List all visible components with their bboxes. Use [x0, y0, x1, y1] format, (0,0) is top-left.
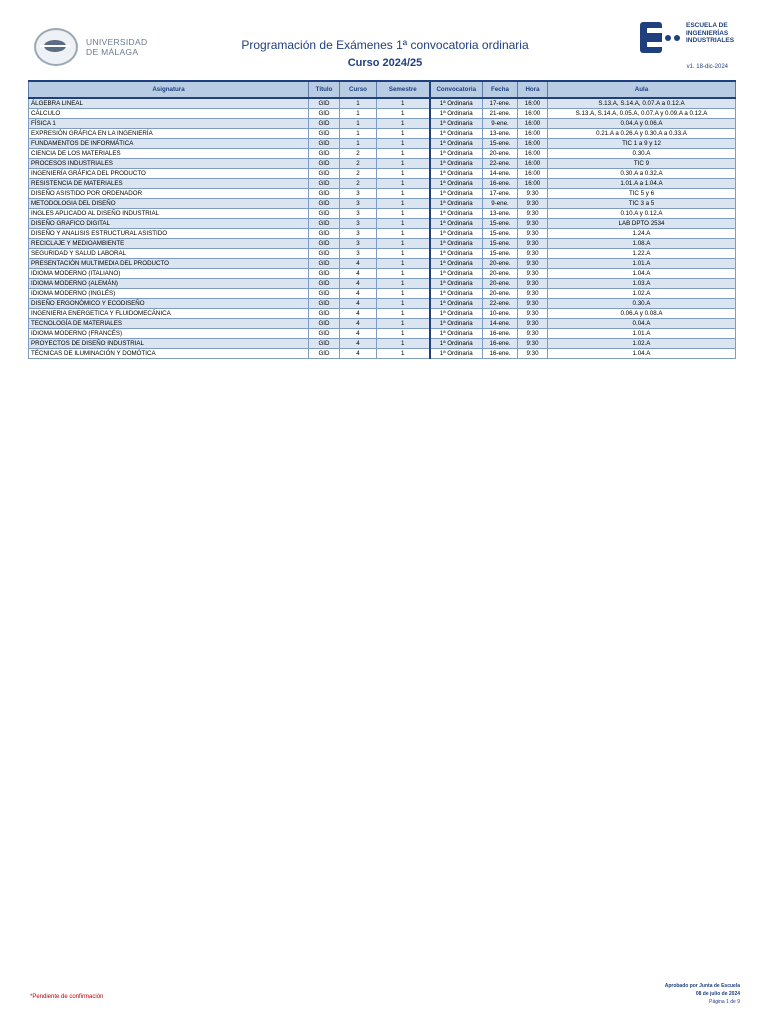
cell-hora: 9:30: [518, 319, 548, 329]
cell-fecha: 16-ene.: [483, 349, 518, 359]
cell-titulo: GID: [309, 269, 340, 279]
cell-fecha: 15-ene.: [483, 219, 518, 229]
cell-aula: 1.02.A: [548, 289, 736, 299]
cell-aula: 0.04.A: [548, 319, 736, 329]
approval-info: [665, 982, 740, 1006]
cell-titulo: GID: [309, 279, 340, 289]
school-name-line1: ESCUELA DE: [686, 22, 728, 29]
approval-line1: Aprobado por Junta de Escuela: [664, 983, 740, 989]
cell-semestre: 1: [377, 209, 430, 219]
cell-aula: 0.30.A: [548, 299, 736, 309]
cell-titulo: GID: [309, 319, 340, 329]
cell-semestre: 1: [377, 119, 430, 129]
cell-curso: 3: [340, 239, 377, 249]
table-header-row: [29, 81, 736, 98]
cell-aula: 1.02.A: [548, 339, 736, 349]
cell-curso: 3: [340, 209, 377, 219]
cell-asignatura: INGENIERÍA GRÁFICA DEL PRODUCTO: [29, 169, 309, 179]
cell-convocatoria: 1ª Ordinaria: [430, 159, 483, 169]
table-row: [29, 139, 736, 149]
cell-titulo: GID: [309, 149, 340, 159]
cell-titulo: GID: [309, 249, 340, 259]
cell-aula: S.13.A, S.14.A, 0.07.A a 0.12.A: [548, 98, 736, 109]
school-logo: [640, 22, 734, 53]
cell-semestre: 1: [377, 129, 430, 139]
cell-aula: TIC 3 a 5: [548, 199, 736, 209]
cell-hora: 9:30: [518, 349, 548, 359]
table-row: [29, 179, 736, 189]
cell-fecha: 9-ene.: [483, 199, 518, 209]
cell-asignatura: RECICLAJE Y MEDIOAMBIENTE: [29, 239, 309, 249]
cell-asignatura: IDIOMA MODERNO (INGLÉS): [29, 289, 309, 299]
header-hora: Hora: [518, 81, 548, 98]
cell-asignatura: PRESENTACIÓN MULTIMEDIA DEL PRODUCTO: [29, 259, 309, 269]
cell-asignatura: DISEÑO ASISTIDO POR ORDENADOR: [29, 189, 309, 199]
cell-titulo: GID: [309, 189, 340, 199]
cell-curso: 1: [340, 129, 377, 139]
cell-hora: 16:00: [518, 129, 548, 139]
table-row: [29, 119, 736, 129]
cell-aula: 0.10.A y 0.12.A: [548, 209, 736, 219]
table-row: [29, 229, 736, 239]
cell-convocatoria: 1ª Ordinaria: [430, 98, 483, 109]
table-row: [29, 309, 736, 319]
cell-hora: 9:30: [518, 249, 548, 259]
cell-aula: TIC 1 a 9 y 12: [548, 139, 736, 149]
cell-convocatoria: 1ª Ordinaria: [430, 179, 483, 189]
cell-fecha: 9-ene.: [483, 119, 518, 129]
cell-aula: 0.04.A y 0.06.A: [548, 119, 736, 129]
table-row: [29, 209, 736, 219]
cell-fecha: 15-ene.: [483, 229, 518, 239]
cell-convocatoria: 1ª Ordinaria: [430, 239, 483, 249]
cell-hora: 16:00: [518, 98, 548, 109]
cell-semestre: 1: [377, 199, 430, 209]
cell-asignatura: SEGURIDAD Y SALUD LABORAL: [29, 249, 309, 259]
cell-semestre: 1: [377, 219, 430, 229]
header-aula: Aula: [548, 81, 736, 98]
cell-semestre: 1: [377, 349, 430, 359]
cell-titulo: GID: [309, 339, 340, 349]
cell-convocatoria: 1ª Ordinaria: [430, 169, 483, 179]
exam-schedule-table: [28, 80, 736, 359]
table-row: [29, 219, 736, 229]
cell-hora: 9:30: [518, 269, 548, 279]
cell-aula: 1.08.A: [548, 239, 736, 249]
version-label: v1. 18-dic-2024: [686, 64, 728, 70]
table-row: [29, 109, 736, 119]
cell-hora: 16:00: [518, 179, 548, 189]
table-row: [29, 259, 736, 269]
approval-line2: 08 de julio de 2024: [695, 991, 740, 997]
table-row: [29, 239, 736, 249]
cell-semestre: 1: [377, 259, 430, 269]
cell-aula: 0.21.A a 0.26.A y 0.30.A a 0.33.A: [548, 129, 736, 139]
cell-curso: 3: [340, 249, 377, 259]
page-number: Página 1 de 9: [709, 999, 740, 1005]
cell-titulo: GID: [309, 259, 340, 269]
cell-convocatoria: 1ª Ordinaria: [430, 109, 483, 119]
cell-convocatoria: 1ª Ordinaria: [430, 269, 483, 279]
table-row: [29, 289, 736, 299]
cell-convocatoria: 1ª Ordinaria: [430, 209, 483, 219]
table-row: [29, 98, 736, 109]
cell-hora: 16:00: [518, 169, 548, 179]
cell-hora: 9:30: [518, 239, 548, 249]
table-row: [29, 349, 736, 359]
cell-asignatura: PROCESOS INDUSTRIALES: [29, 159, 309, 169]
cell-convocatoria: 1ª Ordinaria: [430, 249, 483, 259]
cell-titulo: GID: [309, 229, 340, 239]
cell-asignatura: CÁLCULO: [29, 109, 309, 119]
cell-fecha: 20-ene.: [483, 149, 518, 159]
cell-titulo: GID: [309, 239, 340, 249]
cell-hora: 9:30: [518, 229, 548, 239]
cell-convocatoria: 1ª Ordinaria: [430, 279, 483, 289]
cell-fecha: 14-ene.: [483, 169, 518, 179]
cell-aula: 1.24.A: [548, 229, 736, 239]
table-row: [29, 149, 736, 159]
cell-convocatoria: 1ª Ordinaria: [430, 199, 483, 209]
cell-semestre: 1: [377, 179, 430, 189]
cell-curso: 4: [340, 349, 377, 359]
cell-aula: 0.30.A a 0.32.A: [548, 169, 736, 179]
cell-fecha: 14-ene.: [483, 319, 518, 329]
cell-asignatura: TECNOLOGÍA DE MATERIALES: [29, 319, 309, 329]
cell-hora: 9:30: [518, 309, 548, 319]
cell-curso: 4: [340, 289, 377, 299]
cell-fecha: 16-ene.: [483, 339, 518, 349]
cell-curso: 3: [340, 189, 377, 199]
cell-hora: 9:30: [518, 299, 548, 309]
cell-asignatura: TÉCNICAS DE ILUMINACIÓN Y DOMÓTICA: [29, 349, 309, 359]
cell-fecha: 16-ene.: [483, 329, 518, 339]
cell-asignatura: CIENCIA DE LOS MATERIALES: [29, 149, 309, 159]
cell-semestre: 1: [377, 169, 430, 179]
cell-convocatoria: 1ª Ordinaria: [430, 149, 483, 159]
table-row: [29, 189, 736, 199]
cell-fecha: 22-ene.: [483, 299, 518, 309]
table-row: [29, 339, 736, 349]
cell-hora: 16:00: [518, 159, 548, 169]
cell-semestre: 1: [377, 149, 430, 159]
table-row: [29, 199, 736, 209]
table-row: [29, 169, 736, 179]
page-subtitle: Curso 2024/25: [347, 57, 423, 69]
cell-semestre: 1: [377, 289, 430, 299]
university-logo: [34, 28, 147, 66]
university-name-line2: DE MÁLAGA: [86, 47, 139, 57]
cell-asignatura: FUNDAMENTOS DE INFORMÁTICA: [29, 139, 309, 149]
cell-asignatura: DISEÑO GRAFICO DIGITAL: [29, 219, 309, 229]
cell-hora: 16:00: [518, 119, 548, 129]
cell-aula: 1.04.A: [548, 269, 736, 279]
cell-curso: 1: [340, 139, 377, 149]
cell-titulo: GID: [309, 119, 340, 129]
cell-curso: 4: [340, 269, 377, 279]
cell-semestre: 1: [377, 319, 430, 329]
cell-hora: 9:30: [518, 279, 548, 289]
header-convocatoria: Convocatoria: [430, 81, 483, 98]
cell-aula: 1.01.A a 1.04.A: [548, 179, 736, 189]
cell-curso: 3: [340, 219, 377, 229]
cell-titulo: GID: [309, 209, 340, 219]
cell-convocatoria: 1ª Ordinaria: [430, 189, 483, 199]
cell-convocatoria: 1ª Ordinaria: [430, 339, 483, 349]
school-logo-icon: [640, 22, 680, 53]
cell-convocatoria: 1ª Ordinaria: [430, 229, 483, 239]
cell-fecha: 22-ene.: [483, 159, 518, 169]
cell-curso: 4: [340, 299, 377, 309]
cell-asignatura: DISEÑO Y ANALISIS ESTRUCTURAL ASISTIDO: [29, 229, 309, 239]
school-name: [686, 22, 734, 45]
header-asignatura: Asignatura: [29, 81, 309, 98]
cell-titulo: GID: [309, 98, 340, 109]
cell-curso: 3: [340, 199, 377, 209]
cell-fecha: 16-ene.: [483, 179, 518, 189]
school-name-line3: INDUSTRIALES: [686, 37, 735, 44]
cell-aula: 1.01.A: [548, 259, 736, 269]
cell-fecha: 13-ene.: [483, 129, 518, 139]
header-curso: Curso: [340, 81, 377, 98]
cell-semestre: 1: [377, 189, 430, 199]
cell-asignatura: INGLES APLICADO AL DISEÑO INDUSTRIAL: [29, 209, 309, 219]
cell-hora: 9:30: [518, 189, 548, 199]
header-fecha: Fecha: [483, 81, 518, 98]
cell-semestre: 1: [377, 139, 430, 149]
cell-aula: 0.06.A y 0.08.A: [548, 309, 736, 319]
cell-convocatoria: 1ª Ordinaria: [430, 299, 483, 309]
table-row: [29, 329, 736, 339]
cell-semestre: 1: [377, 279, 430, 289]
cell-convocatoria: 1ª Ordinaria: [430, 129, 483, 139]
table-body: [29, 98, 736, 359]
cell-titulo: GID: [309, 169, 340, 179]
cell-asignatura: DISEÑO ERGONÓMICO Y ECODISEÑO: [29, 299, 309, 309]
table-row: [29, 269, 736, 279]
cell-semestre: 1: [377, 98, 430, 109]
table-row: [29, 249, 736, 259]
cell-asignatura: ÁLGEBRA LINEAL: [29, 98, 309, 109]
cell-titulo: GID: [309, 159, 340, 169]
cell-titulo: GID: [309, 219, 340, 229]
cell-asignatura: FÍSICA 1: [29, 119, 309, 129]
cell-hora: 16:00: [518, 109, 548, 119]
header-titulo: Título: [309, 81, 340, 98]
cell-aula: 0.30.A: [548, 149, 736, 159]
cell-aula: 1.04.A: [548, 349, 736, 359]
cell-fecha: 15-ene.: [483, 249, 518, 259]
cell-titulo: GID: [309, 139, 340, 149]
cell-titulo: GID: [309, 309, 340, 319]
cell-titulo: GID: [309, 299, 340, 309]
cell-semestre: 1: [377, 309, 430, 319]
cell-convocatoria: 1ª Ordinaria: [430, 219, 483, 229]
cell-aula: 1.01.A: [548, 329, 736, 339]
cell-curso: 2: [340, 179, 377, 189]
cell-asignatura: IDIOMA MODERNO (FRANCÉS): [29, 329, 309, 339]
cell-hora: 9:30: [518, 329, 548, 339]
cell-curso: 4: [340, 259, 377, 269]
cell-convocatoria: 1ª Ordinaria: [430, 289, 483, 299]
cell-hora: 16:00: [518, 139, 548, 149]
cell-fecha: 20-ene.: [483, 269, 518, 279]
cell-curso: 1: [340, 119, 377, 129]
university-name-line1: UNIVERSIDAD: [86, 37, 148, 47]
cell-titulo: GID: [309, 199, 340, 209]
cell-fecha: 20-ene.: [483, 279, 518, 289]
cell-convocatoria: 1ª Ordinaria: [430, 139, 483, 149]
cell-fecha: 15-ene.: [483, 239, 518, 249]
cell-semestre: 1: [377, 159, 430, 169]
table-row: [29, 159, 736, 169]
university-seal-icon: [34, 28, 78, 66]
cell-hora: 9:30: [518, 219, 548, 229]
cell-semestre: 1: [377, 269, 430, 279]
cell-fecha: 21-ene.: [483, 109, 518, 119]
pending-confirmation-note: *Pendiente de confirmación: [30, 994, 104, 1000]
cell-titulo: GID: [309, 329, 340, 339]
cell-asignatura: EXPRESIÓN GRÁFICA EN LA INGENIERÍA: [29, 129, 309, 139]
cell-asignatura: INGENIERIA ENERGETICA Y FLUIDOMECÁNICA: [29, 309, 309, 319]
cell-aula: TIC 9: [548, 159, 736, 169]
cell-asignatura: IDIOMA MODERNO (ALEMÁN): [29, 279, 309, 289]
cell-semestre: 1: [377, 109, 430, 119]
table-row: [29, 319, 736, 329]
cell-fecha: 13-ene.: [483, 209, 518, 219]
cell-semestre: 1: [377, 239, 430, 249]
cell-titulo: GID: [309, 179, 340, 189]
table-row: [29, 299, 736, 309]
cell-curso: 1: [340, 109, 377, 119]
cell-curso: 4: [340, 319, 377, 329]
cell-convocatoria: 1ª Ordinaria: [430, 349, 483, 359]
cell-fecha: 20-ene.: [483, 289, 518, 299]
cell-semestre: 1: [377, 329, 430, 339]
cell-titulo: GID: [309, 129, 340, 139]
cell-aula: LAB DPTO 2534: [548, 219, 736, 229]
cell-convocatoria: 1ª Ordinaria: [430, 329, 483, 339]
cell-curso: 4: [340, 309, 377, 319]
cell-fecha: 10-ene.: [483, 309, 518, 319]
cell-asignatura: IDIOMA MODERNO (ITALIANO): [29, 269, 309, 279]
cell-aula: S.13.A, S.14.A, 0.05.A, 0.07.A y 0.09.A a 0.12.A: [548, 109, 736, 119]
cell-semestre: 1: [377, 299, 430, 309]
table-row: [29, 279, 736, 289]
cell-curso: 4: [340, 329, 377, 339]
cell-curso: 1: [340, 98, 377, 109]
cell-hora: 16:00: [518, 149, 548, 159]
cell-semestre: 1: [377, 229, 430, 239]
cell-fecha: 17-ene.: [483, 98, 518, 109]
school-name-line2: INGENIERÍAS: [686, 29, 729, 37]
cell-curso: 2: [340, 169, 377, 179]
cell-fecha: 20-ene.: [483, 259, 518, 269]
page-title: Programación de Exámenes 1ª convocatoria ordinaria: [241, 38, 529, 52]
header-semestre: Semestre: [377, 81, 430, 98]
cell-curso: 4: [340, 339, 377, 349]
cell-fecha: 15-ene.: [483, 139, 518, 149]
cell-curso: 4: [340, 279, 377, 289]
cell-hora: 9:30: [518, 339, 548, 349]
cell-semestre: 1: [377, 339, 430, 349]
cell-curso: 2: [340, 159, 377, 169]
table-row: [29, 129, 736, 139]
cell-convocatoria: 1ª Ordinaria: [430, 319, 483, 329]
cell-hora: 9:30: [518, 209, 548, 219]
cell-curso: 2: [340, 149, 377, 159]
cell-convocatoria: 1ª Ordinaria: [430, 119, 483, 129]
cell-semestre: 1: [377, 249, 430, 259]
cell-titulo: GID: [309, 289, 340, 299]
cell-hora: 9:30: [518, 199, 548, 209]
cell-aula: 1.03.A: [548, 279, 736, 289]
cell-aula: 1.22.A: [548, 249, 736, 259]
cell-titulo: GID: [309, 109, 340, 119]
cell-curso: 3: [340, 229, 377, 239]
cell-aula: TIC 5 y 6: [548, 189, 736, 199]
cell-hora: 9:30: [518, 259, 548, 269]
cell-titulo: GID: [309, 349, 340, 359]
university-name: [86, 37, 147, 57]
cell-convocatoria: 1ª Ordinaria: [430, 309, 483, 319]
cell-asignatura: METODOLOGIA DEL DISEÑO: [29, 199, 309, 209]
cell-convocatoria: 1ª Ordinaria: [430, 259, 483, 269]
cell-fecha: 17-ene.: [483, 189, 518, 199]
cell-asignatura: RESISTENCIA DE MATERIALES: [29, 179, 309, 189]
cell-hora: 9:30: [518, 289, 548, 299]
cell-asignatura: PROYECTOS DE DISEÑO INDUSTRIAL: [29, 339, 309, 349]
